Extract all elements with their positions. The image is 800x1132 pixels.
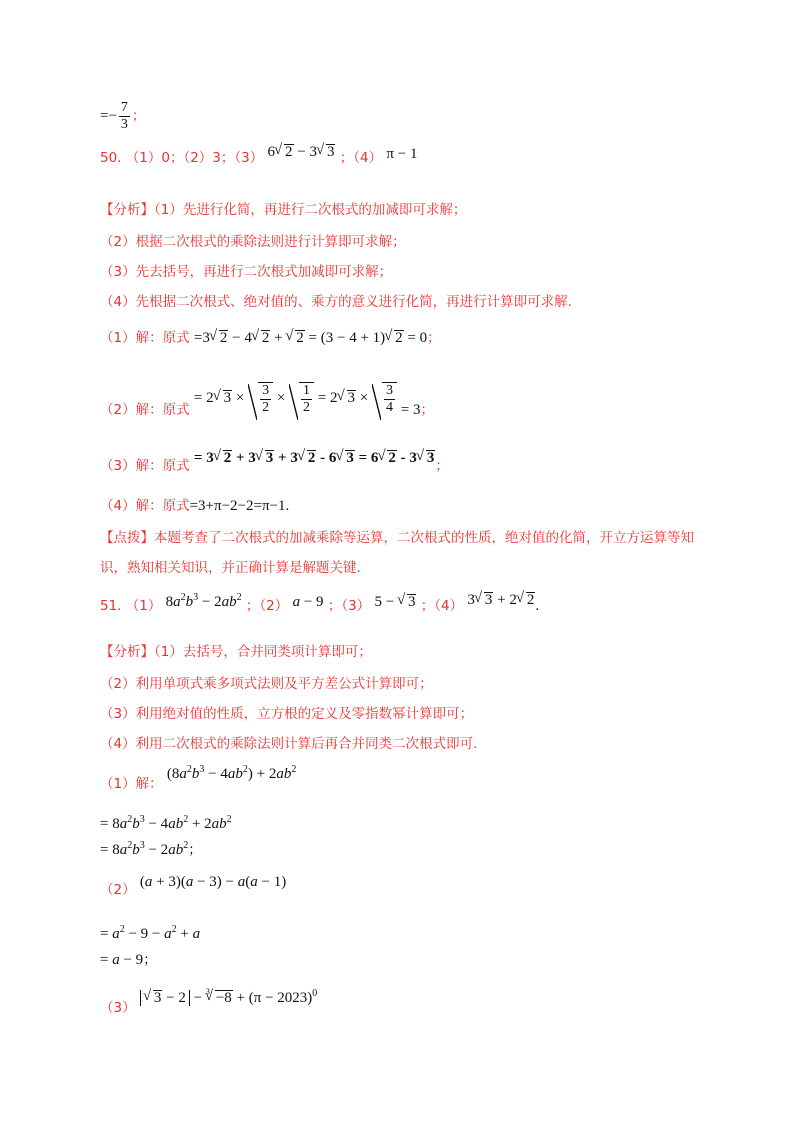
answer-50: 50. （1）0；（2）3；（3） 6√ 2 − 3√ 3 ；（4） π − 1	[100, 148, 417, 168]
analysis-50-line1: 【分析】（1）先进行化简，再进行二次根式的加减即可求解；	[100, 202, 467, 218]
solution-label: （1）解：原式	[100, 330, 190, 346]
result-fraction-line: =− $\frac{7}{3}$ ；	[100, 100, 146, 132]
analysis-51-line2: （2）利用单项式乘多项式法则及平方差公式计算即可；	[100, 676, 433, 692]
analysis-51-line1: 【分析】（1）去括号，合并同类项计算即可；	[100, 644, 372, 660]
step-51-2a: = $a^2 - 9 - a^2 + a$	[100, 924, 201, 942]
solution-label: （4）解：原式	[100, 498, 190, 514]
solution-51-1: （1）解： $(8a^2b^3 - 4ab^2) + 2ab^2$	[100, 764, 297, 792]
solution-label: （3）	[100, 1000, 136, 1016]
solution-50-4: （4）解：原式=3+π−2−2=π−1.	[100, 498, 290, 514]
solution-label: （2）	[100, 882, 136, 898]
solution-label: （1）解：	[100, 776, 163, 792]
solution-50-2: （2）解：原式 = 2√ 3 × $\frac{3}{2}$ × $\frac{1}{2}$ = 2√ 3 × $\frac{3}{4}$ = 3；	[100, 382, 434, 426]
answer-51: 51. （1） $8a^2b^3 - 2ab^2$ ；（2） a − 9 ；（3） 5 − √ 3 ；（4） 3√ 3 + 2√ 2.	[100, 596, 539, 616]
solution-51-3: （3） √ $3 - 2 - ^3√ -8 + (\pi - 2023)^0$	[100, 988, 317, 1018]
solution-51-2: （2） (a + 3)(a − 3) − a(a − 1)	[100, 874, 287, 898]
solution-50-1: （1）解：原式 =3√ 2 − 4√ 2 + √ 2 = (3 − 4 + 1)√ 2 = 0；	[100, 328, 441, 348]
solution-label: （3）解：原式	[100, 458, 190, 474]
tip-50-line2: 识，熟知相关知识，并正确计算是解题关键.	[100, 560, 361, 576]
step-51-1b: = $8a^2b^3 - 2ab^2$；	[100, 840, 202, 858]
solution-50-3: （3）解：原式 = 3√ 2 + 3√ 3 + 3√ 2 - 6√ 3 = 6√ 2 - 3√ 3；	[100, 448, 449, 468]
analysis-50-line4: （4）先根据二次根式、绝对值的、乘方的意义进行化简，再进行计算即可求解.	[100, 294, 572, 310]
step-51-1a: = $8a^2b^3 - 4ab^2 + 2ab^2$	[100, 814, 232, 832]
analysis-50-line2: （2）根据二次根式的乘除法则进行计算即可求解；	[100, 234, 406, 250]
solution-label: （2）解：原式	[100, 402, 190, 419]
step-51-2b: = a − 9；	[100, 952, 157, 968]
analysis-51-line4: （4）利用二次根式的乘除法则计算后再合并同类二次根式即可.	[100, 736, 478, 752]
analysis-50-line3: （3）先去括号，再进行二次根式加减即可求解；	[100, 264, 393, 280]
tip-50-line1: 【点拨】本题考查了二次根式的加减乘除等运算，二次根式的性质，绝对值的化简，开立方运算等知	[100, 530, 694, 546]
analysis-51-line3: （3）利用绝对值的性质，立方根的定义及零指数幂计算即可；	[100, 706, 474, 722]
